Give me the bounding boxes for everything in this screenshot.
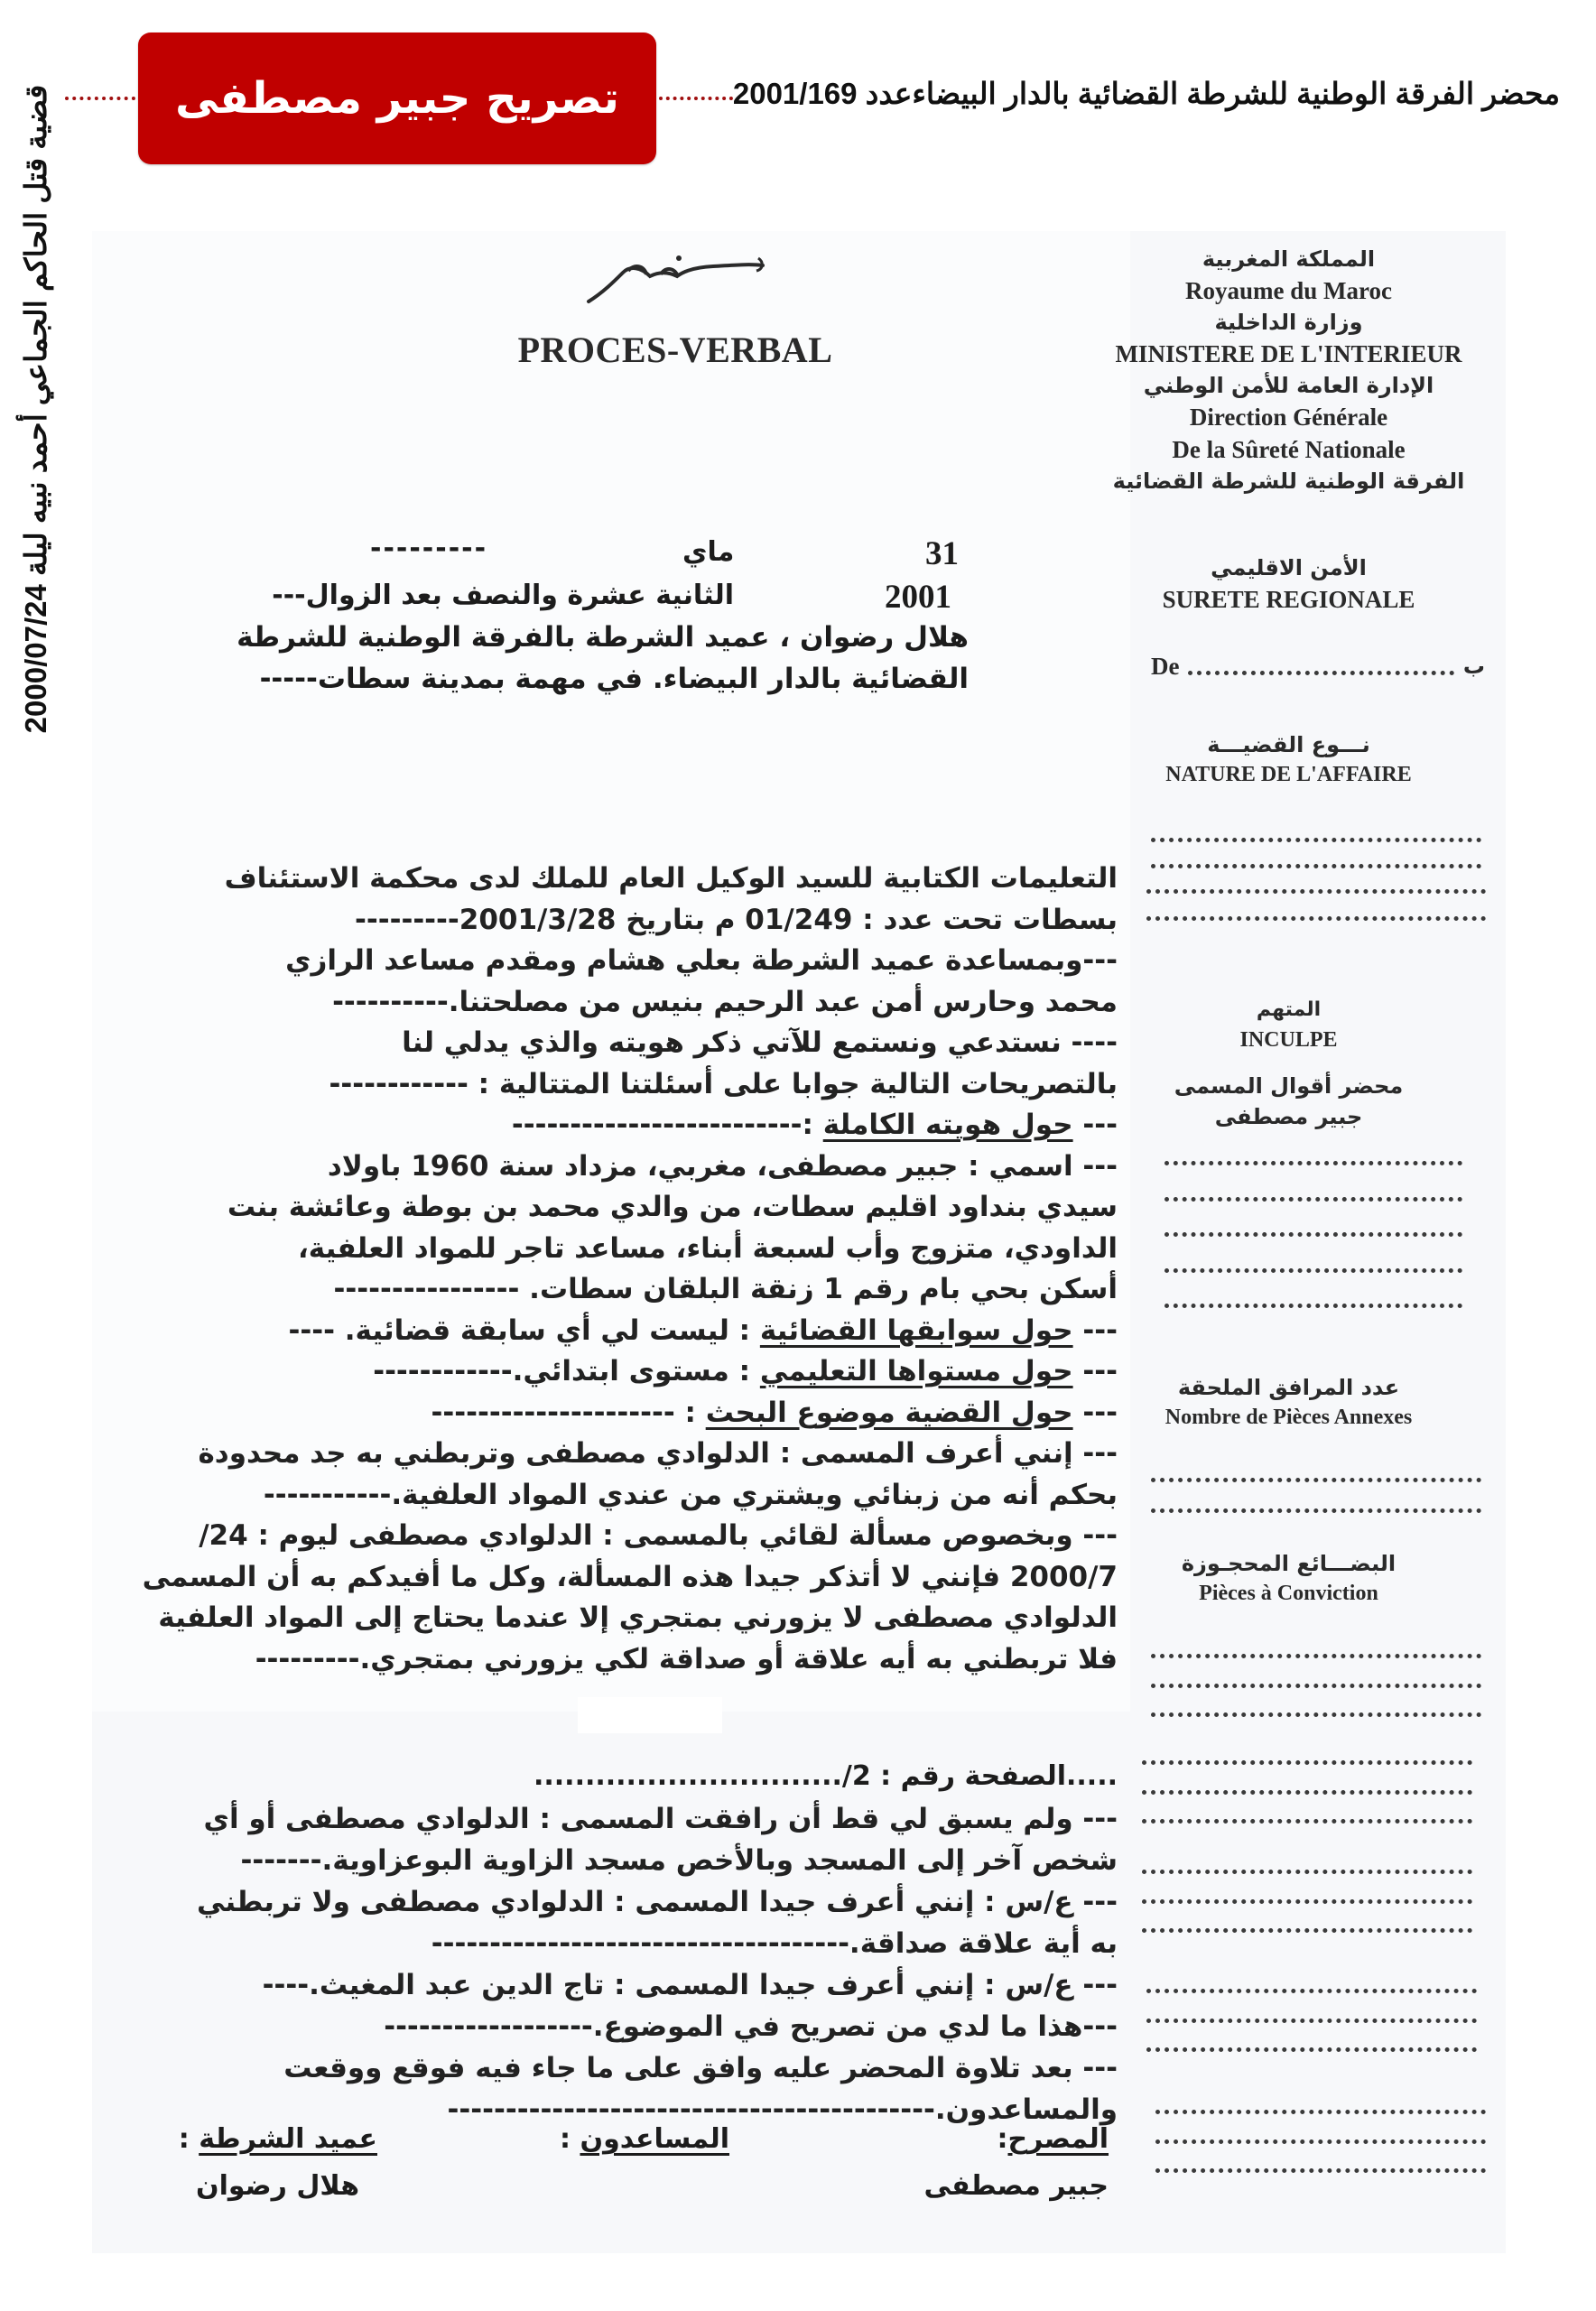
statement-line: --- ع/س : إنني أعرف جيدا المسمى : تاج الدين عبد المغيث.---- <box>262 1969 1118 2001</box>
inculpe-dotted-line-2 <box>1165 1197 1462 1202</box>
statement-line: شخص آخر إلى المسجد وبالأخص مسجد الزاوية البوعزاوية.------- <box>240 1844 1118 1877</box>
blank-dotted-line-3 <box>1142 1819 1472 1824</box>
kingdom-ar: المملكة المغربية <box>1202 246 1376 272</box>
regional-ar: الأمن الاقليمي <box>1211 555 1367 580</box>
blank-dotted-line-2 <box>1142 1790 1472 1795</box>
directorate-fr-1: Direction Générale <box>1189 404 1388 431</box>
nature-section <box>1070 729 1508 789</box>
statement-line: --- إنني أعرف المسمى : الدلوادي مصطفى وتربطني به جد محدودة <box>198 1437 1118 1470</box>
statement-line: --- وبخصوص مسألة لقائي بالمسمى : الدلوادي مصطفى ليوم : 24/ <box>199 1519 1118 1552</box>
statement-line: ---هذا ما لدي من تصريح في الموضوع.------------------ <box>384 2010 1118 2043</box>
statement-of-ar: محضر أقوال المسمى <box>1174 1073 1404 1099</box>
evidence-dotted-line-3 <box>1151 1712 1481 1717</box>
officer-name: هلال رضوان <box>195 2170 359 2202</box>
statement-line: الدلوادي مصطفى لا يزورني بمتجري إلا عندما يحتاج إلى المواد العلفية <box>158 1601 1118 1634</box>
line-text: : مستوى ابتدائي.------------ <box>373 1355 760 1388</box>
statement-line: ---وبمساعدة عميد الشرطة بعلي هشام ومقدم مساعد الرازي <box>285 944 1118 977</box>
section-heading-underlined: حول القضية موضوع البحث <box>705 1396 1073 1429</box>
statement-line <box>373 1350 1118 1392</box>
declaration-title-banner <box>138 32 656 164</box>
signature-declarant-label-row <box>997 2123 1109 2155</box>
statement-line: محمد وحارس أمن عبد الرحيم بنيس من مصلحتنا.---------- <box>332 985 1118 1018</box>
regional-section <box>1070 552 1508 616</box>
statement-line: فلا تربطني به أيه علاقة أو صداقة لكي يزورني بمتجري.--------- <box>255 1642 1118 1675</box>
inculpe-dotted-line-1 <box>1165 1161 1462 1165</box>
directorate-fr-2: De la Sûreté Nationale <box>1172 436 1406 463</box>
declarant-colon: : <box>997 2123 1008 2155</box>
inculpe-fr: INCULPE <box>1239 1028 1338 1052</box>
statement-line: ---- نستدعي ونستمع للآتي ذكر هويته والذي يدلي لنا <box>402 1026 1118 1059</box>
de-label: De <box>1151 652 1180 680</box>
line-text: : --------------------- <box>431 1396 706 1429</box>
line-prefix: --- <box>1072 1355 1118 1388</box>
nature-dotted-line-1 <box>1151 838 1481 842</box>
statement-line: بسطات تحت عدد : 01/249 م بتاريخ 2001/3/28--------- <box>354 903 1118 936</box>
signature-officer-label-row <box>179 2123 377 2155</box>
date-time: الثانية عشرة والنصف بعد الزوال--- <box>272 580 734 611</box>
de-dotted-fill <box>1188 671 1453 675</box>
inculpe-dotted-line-3 <box>1165 1232 1462 1237</box>
blank-dotted-line-10 <box>1155 2110 1486 2114</box>
case-side-label: قضية قتل الحاكم الجماعي أحمد نبيه ليلة 2000/07/24 <box>19 84 52 734</box>
statement-line <box>512 1104 1118 1146</box>
declarant-name: جبير مصطفى <box>923 2170 1109 2202</box>
inculpe-section <box>1070 995 1508 1132</box>
officer-label: عميد الشرطة <box>199 2123 377 2155</box>
statement-line <box>431 1392 1118 1434</box>
ministry-fr: MINISTERE DE L'INTERIEUR <box>1115 340 1462 367</box>
blank-dotted-line-1 <box>1142 1760 1472 1765</box>
statement-line: --- اسمي : جبير مصطفى، مغربي، مزداد سنة 1960 باولاد <box>327 1149 1118 1183</box>
evidence-ar: البضـــائع المحجـوزة <box>1181 1551 1396 1576</box>
statement-line <box>289 1310 1118 1351</box>
de-label-ar: ب <box>1462 654 1485 679</box>
officer-colon: : <box>178 2123 190 2155</box>
statement-body <box>142 858 1118 1675</box>
officer-line-2: القضائية بالدار البيضاء. في مهمة بمدينة سطات----- <box>259 663 969 695</box>
declarant-label: المصرح <box>1007 2123 1109 2155</box>
line-prefix: --- <box>1072 1109 1118 1141</box>
nature-dotted-line-4 <box>1146 916 1486 921</box>
statement-line: --- بعد تلاوة المحضر عليه وافق على ما جاء فيه فوقع ووقعت <box>283 2052 1118 2084</box>
annexes-dotted-line-1 <box>1151 1478 1481 1482</box>
statement-line: 2000/7 فإنني لا أتذكر جيدا هذه المسألة، وكل ما أفيدكم به أن المسمى <box>142 1560 1118 1593</box>
assistants-label: المساعدون <box>580 2123 729 2155</box>
inculpe-dotted-line-5 <box>1165 1304 1462 1308</box>
statement-line: والمساعدون.------------------------------------------ <box>447 2093 1118 2126</box>
statement-line: التعليمات الكتابية للسيد الوكيل العام للملك لدى محكمة الاستئناف <box>224 862 1118 895</box>
statement-line: سيدي بنداود اقليم سطات، من والدي محمد بن بوطة وعائشة بنت <box>227 1191 1118 1223</box>
decorative-dotted-line-left <box>65 97 135 100</box>
statement-line: --- ولم يسبق لي قط أن رافقت المسمى : الدلوادي مصطفى أو أي <box>203 1803 1118 1835</box>
kingdom-fr: Royaume du Maroc <box>1185 277 1392 304</box>
signature-assistants-label-row <box>560 2123 729 2155</box>
nature-ar: نـــوع القضيـــة <box>1207 732 1370 757</box>
blank-dotted-line-12 <box>1155 2168 1486 2173</box>
annexes-section <box>1070 1372 1508 1432</box>
blank-dotted-line-9 <box>1146 2047 1477 2052</box>
page-number-marker: .....الصفحة رقم : 2/.............................. <box>533 1760 1118 1792</box>
date-year: 2001 <box>885 579 951 616</box>
ministry-ar: وزارة الداخلية <box>1214 310 1363 335</box>
section-heading-underlined: حول هويته الكاملة <box>822 1109 1073 1141</box>
brigade-ar: الفرقة الوطنية للشرطة القضائية <box>1112 469 1465 494</box>
blank-dotted-line-4 <box>1142 1870 1472 1874</box>
annexes-ar: عدد المرافق الملحقة <box>1177 1375 1400 1400</box>
officer-line-1: هلال رضوان ، عميد الشرطة بالفرقة الوطنية للشرطة <box>237 621 969 654</box>
statement-line: أسكن بحي بام رقم 1 زنقة البلقان سطات. ---------------- <box>333 1273 1118 1305</box>
nature-fr: NATURE DE L'AFFAIRE <box>1165 763 1412 786</box>
annexes-dotted-line-2 <box>1151 1508 1481 1513</box>
annexes-fr: Nombre de Pièces Annexes <box>1165 1406 1413 1429</box>
blank-dotted-line-11 <box>1155 2139 1486 2144</box>
de-field-row <box>1151 648 1485 684</box>
evidence-fr: Pièces à Conviction <box>1199 1582 1378 1605</box>
statement-body-page-2 <box>152 1798 1118 2159</box>
blank-dotted-line-8 <box>1146 2019 1477 2023</box>
regional-fr: SURETE REGIONALE <box>1162 586 1415 613</box>
line-prefix: --- <box>1072 1313 1118 1347</box>
line-text: :------------------------- <box>511 1109 823 1141</box>
statement-line: به أية علاقة صداقة.------------------------------------ <box>431 1927 1118 1960</box>
nature-dotted-line-2 <box>1151 864 1481 868</box>
statement-line: بحكم أنه من زبنائي ويشتري من عندي المواد العلفية.----------- <box>263 1478 1118 1511</box>
assistants-colon: : <box>560 2123 571 2155</box>
statement-name: جبير مصطفى <box>1214 1104 1363 1129</box>
decorative-dotted-line-right <box>659 97 733 100</box>
blank-dotted-line-5 <box>1142 1899 1472 1904</box>
statement-line: بالتصريحات التالية جوابا على أسئلتنا المتتالية : ------------ <box>329 1067 1118 1100</box>
proces-verbal-title: PROCES-VERBAL <box>517 329 833 370</box>
evidence-dotted-line-2 <box>1151 1684 1481 1688</box>
date-dashes: --------- <box>370 533 488 564</box>
calligraphic-mahdar-logo <box>578 246 776 309</box>
section-heading-underlined: حول سوابقها القضائية <box>759 1313 1073 1347</box>
report-header-title: محضر الفرقة الوطنية للشرطة القضائية بالدار البيضاءعدد 2001/169 <box>732 77 1560 110</box>
evidence-dotted-line-1 <box>1151 1654 1481 1658</box>
blank-dotted-line-6 <box>1142 1928 1472 1933</box>
scan-white-patch <box>578 1697 722 1733</box>
directorate-ar: الإدارة العامة للأمن الوطني <box>1143 373 1434 398</box>
section-heading-underlined: حول مستواها التعليمي <box>759 1355 1073 1388</box>
statement-line: الداودي، متزوج وأب لسبعة أبناء، مساعد تاجر للمواد العلفية، <box>298 1231 1118 1265</box>
nature-dotted-line-3 <box>1146 889 1486 894</box>
inculpe-dotted-line-4 <box>1165 1268 1462 1273</box>
letterhead <box>1070 244 1508 497</box>
blank-dotted-line-7 <box>1146 1989 1477 1993</box>
inculpe-ar: المتهم <box>1256 998 1322 1021</box>
statement-line: --- ع/س : إنني أعرف جيدا المسمى : الدلوادي مصطفى ولا تربطني <box>197 1886 1118 1918</box>
date-month: ماي <box>682 536 735 568</box>
date-day: 31 <box>925 535 959 572</box>
line-text: : ليست لي أي سابقة قضائية. ---- <box>288 1313 760 1347</box>
line-prefix: --- <box>1072 1396 1118 1429</box>
evidence-section <box>1070 1548 1508 1608</box>
banner-title: تصريح جبير مصطفى <box>175 73 619 124</box>
